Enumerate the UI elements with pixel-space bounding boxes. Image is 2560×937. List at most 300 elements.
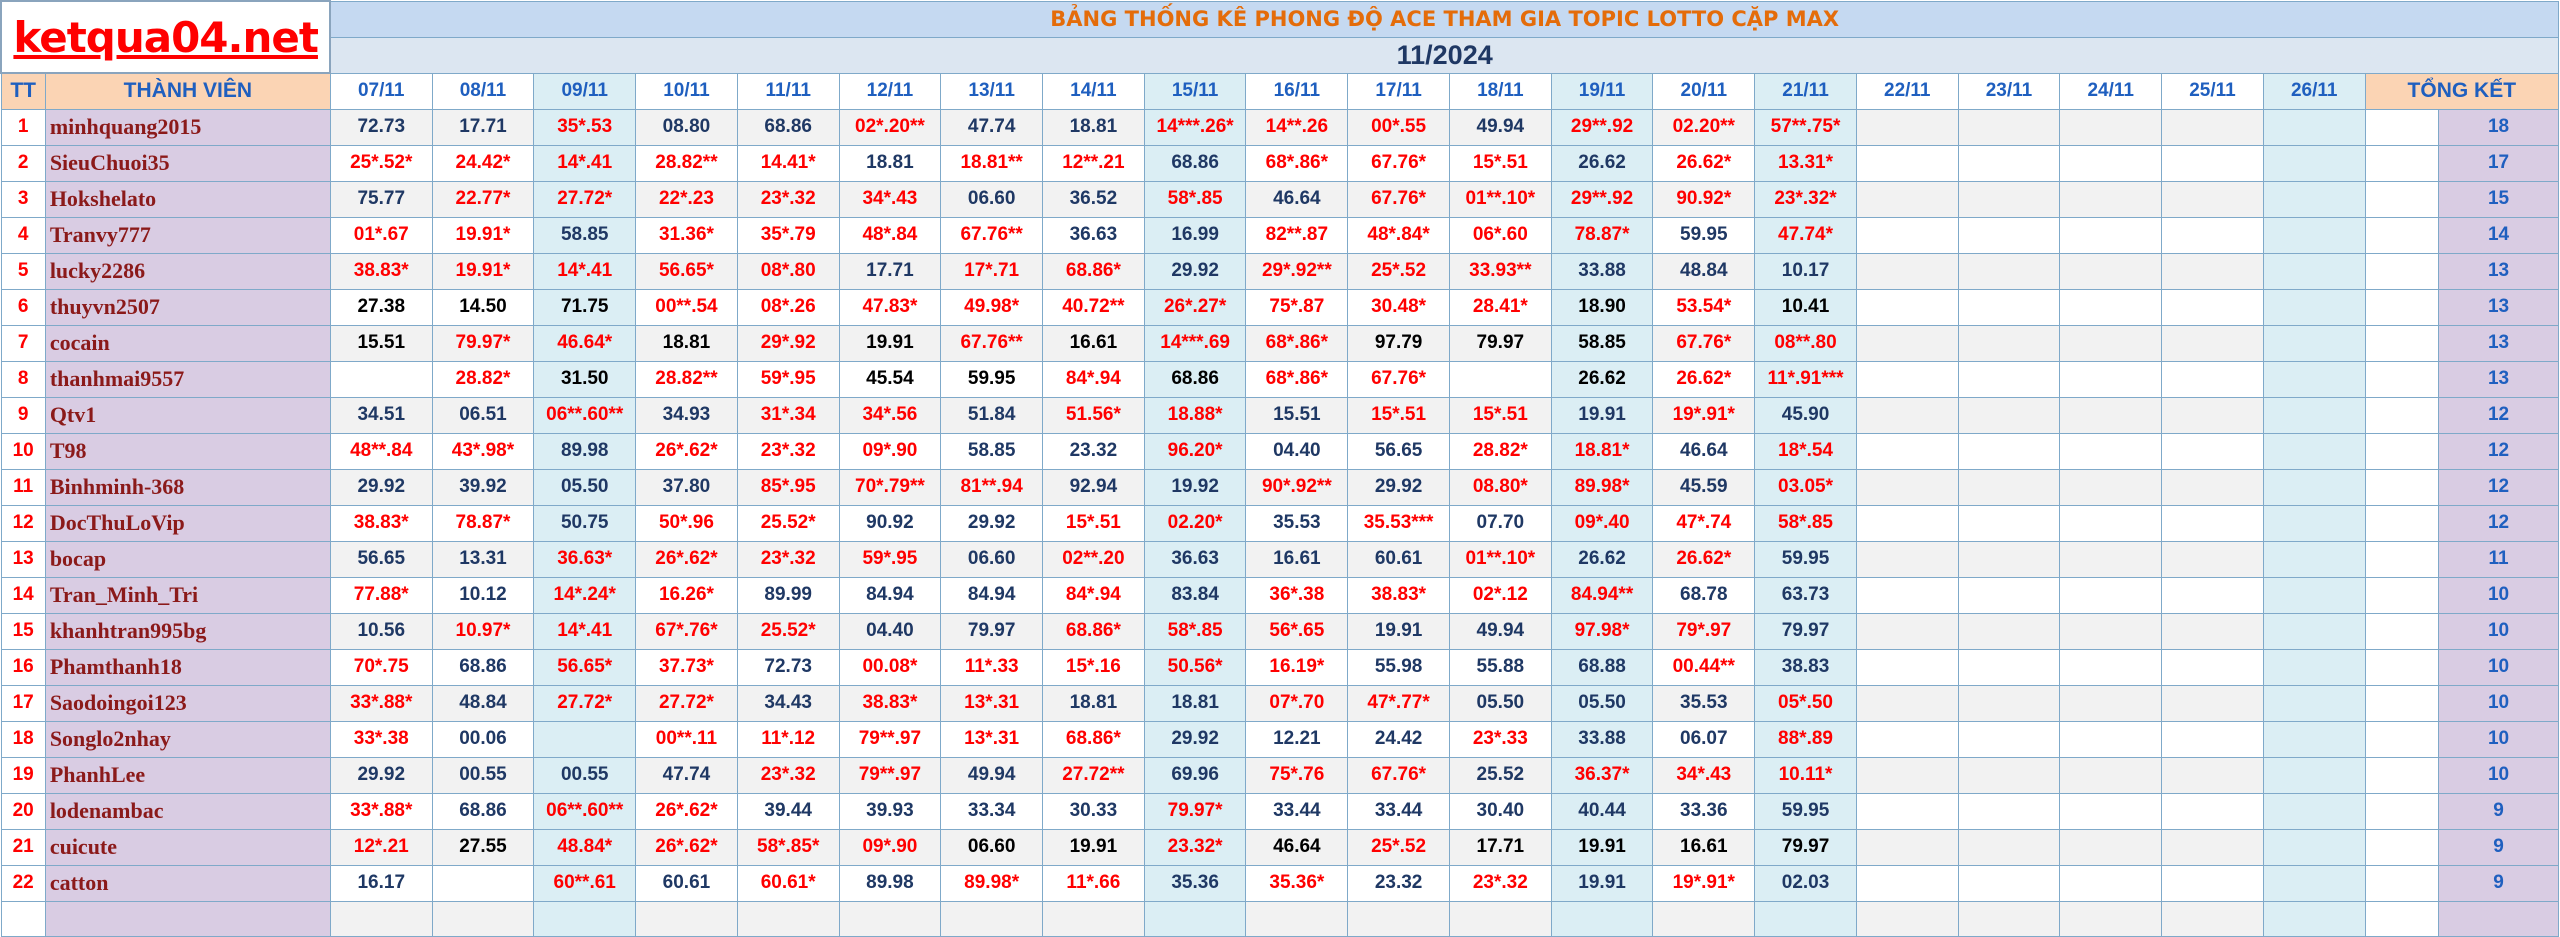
result-cell bbox=[2263, 757, 2365, 793]
result-cell bbox=[1958, 253, 2060, 289]
member-name[interactable]: Songlo2nhay bbox=[45, 721, 330, 757]
result-cell: 77.88* bbox=[330, 577, 432, 613]
result-cell: 26*.62* bbox=[636, 793, 738, 829]
header-date: 15/11 bbox=[1144, 73, 1246, 109]
result-cell: 68.88 bbox=[1551, 649, 1653, 685]
result-cell: 33.88 bbox=[1551, 721, 1653, 757]
result-cell: 59.95 bbox=[1755, 793, 1857, 829]
member-name bbox=[45, 901, 330, 936]
result-cell: 35.53*** bbox=[1348, 505, 1450, 541]
header-date: 22/11 bbox=[1856, 73, 1958, 109]
result-cell bbox=[2263, 505, 2365, 541]
result-cell bbox=[1856, 829, 1958, 865]
row-index: 16 bbox=[1, 649, 45, 685]
result-cell: 27.55 bbox=[432, 829, 534, 865]
row-index: 7 bbox=[1, 325, 45, 361]
result-cell: 26*.62* bbox=[636, 829, 738, 865]
result-cell: 36.63 bbox=[1144, 541, 1246, 577]
empty-row bbox=[1, 901, 2559, 936]
result-cell: 19.91* bbox=[432, 217, 534, 253]
result-cell: 56.65* bbox=[636, 253, 738, 289]
member-name[interactable]: Hokshelato bbox=[45, 181, 330, 217]
result-cell: 75*.76 bbox=[1246, 757, 1348, 793]
result-cell bbox=[1958, 361, 2060, 397]
total-spacer bbox=[2365, 145, 2439, 181]
result-cell bbox=[1856, 685, 1958, 721]
result-cell: 15*.51 bbox=[1449, 145, 1551, 181]
member-name[interactable]: cocain bbox=[45, 325, 330, 361]
result-cell: 34*.56 bbox=[839, 397, 941, 433]
result-cell: 18.90 bbox=[1551, 289, 1653, 325]
result-cell: 07.70 bbox=[1449, 505, 1551, 541]
month-title: 11/2024 bbox=[330, 37, 2558, 73]
result-cell: 46.64* bbox=[534, 325, 636, 361]
result-cell bbox=[2263, 865, 2365, 901]
result-cell bbox=[1856, 901, 1958, 936]
result-cell: 45.54 bbox=[839, 361, 941, 397]
result-cell: 33.34 bbox=[941, 793, 1043, 829]
result-cell: 08**.80 bbox=[1755, 325, 1857, 361]
result-cell bbox=[1856, 397, 1958, 433]
result-cell: 47.74* bbox=[1755, 217, 1857, 253]
result-cell: 60**.61 bbox=[534, 865, 636, 901]
result-cell: 11*.91*** bbox=[1755, 361, 1857, 397]
row-index: 2 bbox=[1, 145, 45, 181]
result-cell bbox=[2060, 361, 2162, 397]
member-row bbox=[1, 865, 2559, 901]
row-index: 1 bbox=[1, 109, 45, 145]
result-cell: 29*.92** bbox=[1246, 253, 1348, 289]
result-cell: 31*.34 bbox=[737, 397, 839, 433]
member-name[interactable]: lucky2286 bbox=[45, 253, 330, 289]
header-date: 21/11 bbox=[1755, 73, 1857, 109]
total-score: 10 bbox=[2439, 577, 2559, 613]
result-cell bbox=[534, 721, 636, 757]
result-cell: 48.84* bbox=[534, 829, 636, 865]
result-cell: 45.59 bbox=[1653, 469, 1755, 505]
result-cell bbox=[1856, 217, 1958, 253]
result-cell: 33*.88* bbox=[330, 685, 432, 721]
result-cell: 56.65 bbox=[1348, 433, 1450, 469]
result-cell: 26.62 bbox=[1551, 541, 1653, 577]
result-cell: 12**.21 bbox=[1043, 145, 1145, 181]
result-cell: 29*.92 bbox=[737, 325, 839, 361]
result-cell bbox=[2263, 721, 2365, 757]
result-cell bbox=[2263, 361, 2365, 397]
result-cell bbox=[1958, 829, 2060, 865]
result-cell: 01*.67 bbox=[330, 217, 432, 253]
result-cell: 00.44** bbox=[1653, 649, 1755, 685]
result-cell: 25*.52 bbox=[1348, 253, 1450, 289]
result-cell bbox=[2060, 901, 2162, 936]
member-row bbox=[1, 685, 2559, 721]
row-index: 9 bbox=[1, 397, 45, 433]
result-cell: 14.41* bbox=[737, 145, 839, 181]
total-score: 9 bbox=[2439, 865, 2559, 901]
result-cell bbox=[2060, 649, 2162, 685]
result-cell bbox=[2263, 469, 2365, 505]
member-row bbox=[1, 361, 2559, 397]
result-cell: 67.76* bbox=[1348, 361, 1450, 397]
header-date: 18/11 bbox=[1449, 73, 1551, 109]
total-spacer bbox=[2365, 253, 2439, 289]
result-cell: 33.44 bbox=[1348, 793, 1450, 829]
result-cell: 67.76** bbox=[941, 325, 1043, 361]
member-name[interactable]: bocap bbox=[45, 541, 330, 577]
result-cell: 02.03 bbox=[1755, 865, 1857, 901]
result-cell: 88*.89 bbox=[1755, 721, 1857, 757]
total-spacer bbox=[2365, 793, 2439, 829]
result-cell: 68*.86* bbox=[1246, 325, 1348, 361]
result-cell bbox=[1856, 613, 1958, 649]
member-name[interactable]: Tranvy777 bbox=[45, 217, 330, 253]
result-cell bbox=[1958, 649, 2060, 685]
result-cell bbox=[1856, 253, 1958, 289]
result-cell: 11*.12 bbox=[737, 721, 839, 757]
result-cell: 10.17 bbox=[1755, 253, 1857, 289]
row-index: 3 bbox=[1, 181, 45, 217]
result-cell: 79.97 bbox=[941, 613, 1043, 649]
result-cell bbox=[2263, 649, 2365, 685]
result-cell bbox=[2162, 469, 2264, 505]
result-cell bbox=[2263, 577, 2365, 613]
result-cell: 48.84 bbox=[1653, 253, 1755, 289]
result-cell: 78.87* bbox=[432, 505, 534, 541]
result-cell: 22*.23 bbox=[636, 181, 738, 217]
result-cell bbox=[2162, 253, 2264, 289]
total-spacer bbox=[2365, 109, 2439, 145]
result-cell: 22.77* bbox=[432, 181, 534, 217]
result-cell bbox=[2060, 109, 2162, 145]
result-cell: 15*.16 bbox=[1043, 649, 1145, 685]
row-index bbox=[1, 901, 45, 936]
result-cell: 47.83* bbox=[839, 289, 941, 325]
member-name[interactable]: thanhmai9557 bbox=[45, 361, 330, 397]
total-spacer bbox=[2365, 325, 2439, 361]
total-spacer bbox=[2365, 757, 2439, 793]
member-row bbox=[1, 577, 2559, 613]
member-row bbox=[1, 397, 2559, 433]
result-cell: 31.36* bbox=[636, 217, 738, 253]
result-cell bbox=[1856, 757, 1958, 793]
result-cell: 35.53 bbox=[1653, 685, 1755, 721]
result-cell bbox=[1958, 793, 2060, 829]
member-name[interactable]: Saodoingoi123 bbox=[45, 685, 330, 721]
total-score: 13 bbox=[2439, 361, 2559, 397]
result-cell bbox=[2162, 361, 2264, 397]
result-cell: 08.80 bbox=[636, 109, 738, 145]
result-cell: 16.61 bbox=[1043, 325, 1145, 361]
result-cell: 00.55 bbox=[432, 757, 534, 793]
result-cell: 02*.12 bbox=[1449, 577, 1551, 613]
result-cell: 11*.33 bbox=[941, 649, 1043, 685]
result-cell bbox=[1958, 433, 2060, 469]
result-cell: 18.81 bbox=[839, 145, 941, 181]
total-spacer bbox=[2365, 397, 2439, 433]
result-cell: 84*.94 bbox=[1043, 361, 1145, 397]
result-cell bbox=[1958, 685, 2060, 721]
member-name[interactable]: Phamthanh18 bbox=[45, 649, 330, 685]
result-cell: 10.97* bbox=[432, 613, 534, 649]
member-name[interactable]: DocThuLoVip bbox=[45, 505, 330, 541]
result-cell: 17.71 bbox=[839, 253, 941, 289]
result-cell bbox=[1856, 793, 1958, 829]
member-row bbox=[1, 109, 2559, 145]
header-date: 09/11 bbox=[534, 73, 636, 109]
header-member: THÀNH VIÊN bbox=[45, 73, 330, 109]
result-cell: 16.19* bbox=[1246, 649, 1348, 685]
result-cell: 97.98* bbox=[1551, 613, 1653, 649]
result-cell: 18.81 bbox=[1043, 109, 1145, 145]
result-cell: 69.96 bbox=[1144, 757, 1246, 793]
result-cell bbox=[2060, 217, 2162, 253]
result-cell bbox=[1958, 325, 2060, 361]
site-logo[interactable]: ketqua04.net bbox=[13, 12, 318, 62]
result-cell: 60.61* bbox=[737, 865, 839, 901]
result-cell: 17.71 bbox=[432, 109, 534, 145]
result-cell: 13.31 bbox=[432, 541, 534, 577]
total-spacer bbox=[2365, 289, 2439, 325]
result-cell bbox=[1551, 901, 1653, 936]
result-cell: 71.75 bbox=[534, 289, 636, 325]
row-index: 17 bbox=[1, 685, 45, 721]
result-cell: 89.98* bbox=[1551, 469, 1653, 505]
result-cell: 17.71 bbox=[1449, 829, 1551, 865]
result-cell: 02.20* bbox=[1144, 505, 1246, 541]
result-cell: 68.78 bbox=[1653, 577, 1755, 613]
result-cell: 60.61 bbox=[636, 865, 738, 901]
result-cell: 05.50 bbox=[1551, 685, 1653, 721]
result-cell: 38.83* bbox=[330, 505, 432, 541]
result-cell: 19.92 bbox=[1144, 469, 1246, 505]
row-index: 18 bbox=[1, 721, 45, 757]
result-cell: 90.92 bbox=[839, 505, 941, 541]
member-name[interactable]: Tran_Minh_Tri bbox=[45, 577, 330, 613]
result-cell bbox=[2263, 397, 2365, 433]
result-cell: 49.94 bbox=[1449, 109, 1551, 145]
result-cell: 23*.32 bbox=[737, 757, 839, 793]
result-cell bbox=[2263, 109, 2365, 145]
result-cell: 23.32 bbox=[1348, 865, 1450, 901]
result-cell: 53.54* bbox=[1653, 289, 1755, 325]
result-cell bbox=[2162, 793, 2264, 829]
result-cell: 11*.66 bbox=[1043, 865, 1145, 901]
result-cell: 03.05* bbox=[1755, 469, 1857, 505]
result-cell: 31.50 bbox=[534, 361, 636, 397]
result-cell bbox=[2263, 793, 2365, 829]
result-cell: 79.97 bbox=[1449, 325, 1551, 361]
result-cell bbox=[2060, 865, 2162, 901]
result-cell: 00**.11 bbox=[636, 721, 738, 757]
member-name[interactable]: T98 bbox=[45, 433, 330, 469]
header-total: TỔNG KẾT bbox=[2365, 73, 2558, 109]
table-title: BẢNG THỐNG KÊ PHONG ĐỘ ACE THAM GIA TOPIC LOTTO CẶP MAX bbox=[330, 1, 2558, 37]
result-cell: 15*.51 bbox=[1043, 505, 1145, 541]
result-cell bbox=[2162, 325, 2264, 361]
member-name[interactable]: PhanhLee bbox=[45, 757, 330, 793]
result-cell: 00**.54 bbox=[636, 289, 738, 325]
result-cell: 09*.90 bbox=[839, 433, 941, 469]
result-cell: 72.73 bbox=[737, 649, 839, 685]
member-row bbox=[1, 469, 2559, 505]
total-score: 17 bbox=[2439, 145, 2559, 181]
result-cell: 92.94 bbox=[1043, 469, 1145, 505]
header-date: 17/11 bbox=[1348, 73, 1450, 109]
result-cell: 19.91 bbox=[1348, 613, 1450, 649]
result-cell: 08*.80 bbox=[737, 253, 839, 289]
result-cell bbox=[2162, 865, 2264, 901]
result-cell: 59.95 bbox=[1653, 217, 1755, 253]
result-cell: 34.43 bbox=[737, 685, 839, 721]
member-name[interactable]: Binhminh-368 bbox=[45, 469, 330, 505]
result-cell: 46.64 bbox=[1653, 433, 1755, 469]
result-cell: 14***.26* bbox=[1144, 109, 1246, 145]
member-row bbox=[1, 325, 2559, 361]
result-cell: 19.91 bbox=[1551, 829, 1653, 865]
result-cell: 23*.32 bbox=[737, 433, 839, 469]
result-cell bbox=[1043, 901, 1145, 936]
result-cell: 59*.95 bbox=[737, 361, 839, 397]
result-cell: 89.98* bbox=[941, 865, 1043, 901]
result-cell: 40.44 bbox=[1551, 793, 1653, 829]
member-row bbox=[1, 829, 2559, 865]
result-cell: 59*.95 bbox=[839, 541, 941, 577]
result-cell: 05.50 bbox=[534, 469, 636, 505]
result-cell: 89.98 bbox=[534, 433, 636, 469]
result-cell: 29.92 bbox=[330, 469, 432, 505]
member-name[interactable]: cuicute bbox=[45, 829, 330, 865]
result-cell: 25.52 bbox=[1449, 757, 1551, 793]
result-cell: 47.74 bbox=[636, 757, 738, 793]
result-cell: 15.51 bbox=[1246, 397, 1348, 433]
result-cell: 58.85 bbox=[1551, 325, 1653, 361]
result-cell: 56.65 bbox=[330, 541, 432, 577]
result-cell: 59.95 bbox=[1755, 541, 1857, 577]
result-cell: 08.80* bbox=[1449, 469, 1551, 505]
result-cell bbox=[2060, 145, 2162, 181]
result-cell bbox=[2263, 433, 2365, 469]
result-cell: 36.52 bbox=[1043, 181, 1145, 217]
result-cell: 79.97* bbox=[1144, 793, 1246, 829]
total-score: 10 bbox=[2439, 757, 2559, 793]
member-row bbox=[1, 505, 2559, 541]
total-spacer bbox=[2365, 901, 2439, 936]
result-cell: 60.61 bbox=[1348, 541, 1450, 577]
result-cell: 23*.32 bbox=[737, 181, 839, 217]
result-cell bbox=[2263, 901, 2365, 936]
result-cell bbox=[2162, 901, 2264, 936]
result-cell: 51.56* bbox=[1043, 397, 1145, 433]
result-cell bbox=[2263, 829, 2365, 865]
result-cell: 33*.38 bbox=[330, 721, 432, 757]
member-row bbox=[1, 145, 2559, 181]
result-cell bbox=[1449, 361, 1551, 397]
total-score: 10 bbox=[2439, 721, 2559, 757]
result-cell: 12.21 bbox=[1246, 721, 1348, 757]
result-cell: 79*.97 bbox=[1653, 613, 1755, 649]
row-index: 19 bbox=[1, 757, 45, 793]
member-name[interactable]: thuyvn2507 bbox=[45, 289, 330, 325]
result-cell: 14.50 bbox=[432, 289, 534, 325]
result-cell: 00*.55 bbox=[1348, 109, 1450, 145]
member-name[interactable]: lodenambac bbox=[45, 793, 330, 829]
result-cell bbox=[2263, 217, 2365, 253]
result-cell bbox=[1856, 361, 1958, 397]
result-cell: 84*.94 bbox=[1043, 577, 1145, 613]
result-cell bbox=[2162, 685, 2264, 721]
result-cell: 18.81 bbox=[636, 325, 738, 361]
row-index: 8 bbox=[1, 361, 45, 397]
result-cell: 27.72** bbox=[1043, 757, 1145, 793]
total-score: 12 bbox=[2439, 469, 2559, 505]
member-name[interactable]: catton bbox=[45, 865, 330, 901]
result-cell: 19.91 bbox=[1551, 397, 1653, 433]
result-cell: 56.65* bbox=[534, 649, 636, 685]
row-index: 22 bbox=[1, 865, 45, 901]
member-name[interactable]: khanhtran995bg bbox=[45, 613, 330, 649]
result-cell: 50*.96 bbox=[636, 505, 738, 541]
result-cell bbox=[2162, 505, 2264, 541]
row-index: 21 bbox=[1, 829, 45, 865]
result-cell: 28.82* bbox=[432, 361, 534, 397]
result-cell: 35.53 bbox=[1246, 505, 1348, 541]
result-cell bbox=[1958, 721, 2060, 757]
member-name[interactable]: minhquang2015 bbox=[45, 109, 330, 145]
result-cell: 30.33 bbox=[1043, 793, 1145, 829]
result-cell: 68.86* bbox=[1043, 721, 1145, 757]
result-cell: 67.76** bbox=[941, 217, 1043, 253]
total-score: 11 bbox=[2439, 541, 2559, 577]
result-cell bbox=[1958, 109, 2060, 145]
result-cell: 58*.85 bbox=[1144, 613, 1246, 649]
result-cell: 28.82** bbox=[636, 361, 738, 397]
result-cell bbox=[2162, 181, 2264, 217]
result-cell bbox=[2060, 577, 2162, 613]
result-cell: 30.40 bbox=[1449, 793, 1551, 829]
total-score: 12 bbox=[2439, 433, 2559, 469]
result-cell: 09*.90 bbox=[839, 829, 941, 865]
result-cell: 16.61 bbox=[1246, 541, 1348, 577]
result-cell: 23.32* bbox=[1144, 829, 1246, 865]
banner-row bbox=[1, 1, 2559, 37]
result-cell: 09*.40 bbox=[1551, 505, 1653, 541]
result-cell: 18.88* bbox=[1144, 397, 1246, 433]
total-spacer bbox=[2365, 361, 2439, 397]
total-spacer bbox=[2365, 541, 2439, 577]
result-cell: 72.73 bbox=[330, 109, 432, 145]
result-cell bbox=[1246, 901, 1348, 936]
member-name[interactable]: SieuChuoi35 bbox=[45, 145, 330, 181]
logo-cell bbox=[1, 1, 330, 73]
result-cell: 01**.10* bbox=[1449, 181, 1551, 217]
result-cell bbox=[1856, 109, 1958, 145]
result-cell bbox=[1856, 505, 1958, 541]
result-cell: 47*.77* bbox=[1348, 685, 1450, 721]
header-date: 14/11 bbox=[1043, 73, 1145, 109]
result-cell: 97.79 bbox=[1348, 325, 1450, 361]
result-cell: 33.36 bbox=[1653, 793, 1755, 829]
result-cell: 78.87* bbox=[1551, 217, 1653, 253]
result-cell: 13.31* bbox=[1755, 145, 1857, 181]
member-name[interactable]: Qtv1 bbox=[45, 397, 330, 433]
result-cell bbox=[2162, 145, 2264, 181]
header-date: 26/11 bbox=[2263, 73, 2365, 109]
result-cell: 89.99 bbox=[737, 577, 839, 613]
result-cell bbox=[1958, 181, 2060, 217]
result-cell: 58*.85 bbox=[1144, 181, 1246, 217]
result-cell: 79**.97 bbox=[839, 721, 941, 757]
header-date: 24/11 bbox=[2060, 73, 2162, 109]
